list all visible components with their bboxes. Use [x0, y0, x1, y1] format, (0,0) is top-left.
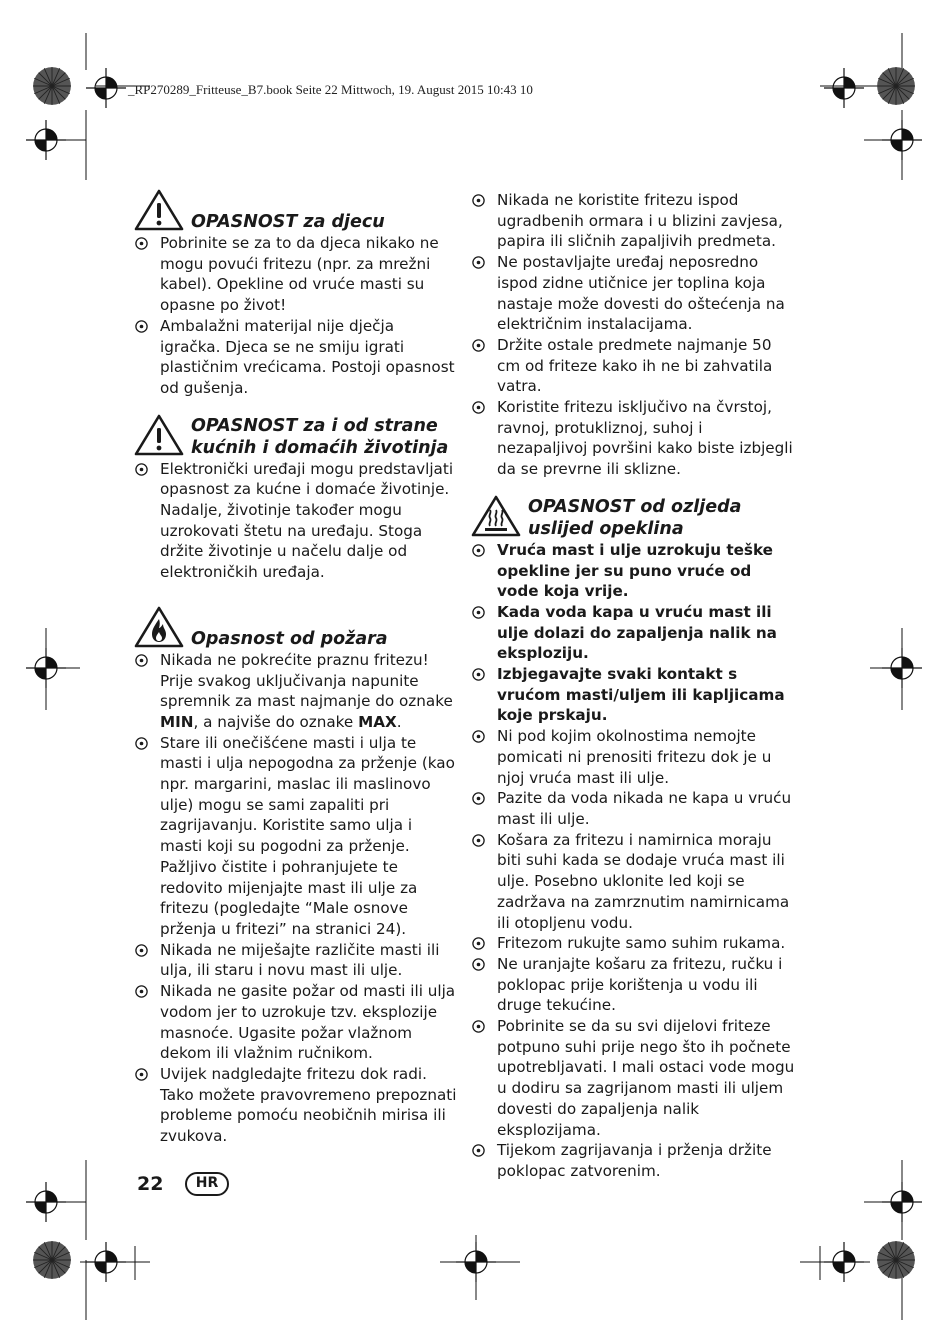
registration-mark [876, 66, 916, 106]
bullet-icon [472, 606, 485, 619]
item-list [133, 233, 458, 399]
bullet-icon [472, 937, 485, 950]
bullet-icon [472, 1020, 485, 1033]
bullet-icon [135, 985, 148, 998]
section-heading-burns [470, 496, 795, 540]
registration-mark [32, 66, 72, 106]
registration-mark [32, 1240, 72, 1280]
bullet-icon [135, 463, 148, 476]
registration-mark [26, 120, 66, 160]
left-column [133, 190, 458, 1147]
bullet-icon [135, 320, 148, 333]
section-title: OPASNOST od ozljeda uslijed opeklina [528, 496, 742, 539]
list-item: Fritezom rukujte samo suhim rukama. [470, 933, 795, 954]
bullet-icon [472, 668, 485, 681]
registration-mark [824, 68, 864, 108]
registration-mark [26, 1182, 66, 1222]
warning-icon [133, 413, 185, 457]
list-item: Ambalažni materijal nije dječja igračka. Djeca se ne smiju igrati plastičnim vrećicama. Postoji opasnost od gušenja. [133, 316, 458, 399]
fire-warning-icon [133, 605, 185, 649]
section-title: Opasnost od požara [191, 628, 388, 649]
registration-mark [86, 1242, 126, 1282]
list-item: Stare ili onečišćene masti i ulja te masti i ulja nepogodna za prženje (kao npr. margarini, maslac ili maslinovo ulje) mogu se sami zapaliti pri zagrijavanju. Koristite samo ulja i masti koji su pogodni za prženje. Pažljivo čistite i pohranjujete te redovito mijenjajte mast ili ulje za fritezu (pogledajte “Male osnove prženja u fritezi” na stranici 24). [133, 733, 458, 940]
bullet-icon [135, 654, 148, 667]
registration-mark [882, 1182, 922, 1222]
warning-icon [133, 188, 185, 232]
right-column [470, 190, 795, 1182]
list-item: Nikada ne pokrećite praznu fritezu! Prije svakog uključivanja napunite spremnik za mast najmanje do oznake MIN, a najviše do oznake MAX. [133, 650, 458, 733]
print-header: _RP270289_Fritteuse_B7.book Seite 22 Mittwoch, 19. August 2015 10:43 10 [128, 82, 533, 97]
bullet-icon [135, 737, 148, 750]
registration-mark [882, 648, 922, 688]
item-list [470, 540, 795, 1182]
list-item: Nikada ne koristite fritezu ispod ugradbenih ormara i u blizini zavjesa, papira ili sličnih zapaljivih predmeta. [470, 190, 795, 252]
item-list [133, 459, 458, 583]
list-item: Tijekom zagrijavanja i prženja držite poklopac zatvorenim. [470, 1140, 795, 1181]
bullet-icon [472, 544, 485, 557]
list-item: Elektronički uređaji mogu predstavljati opasnost za kućne i domaće životinje. Nadalje, životinje također mogu uzrokovati štetu na uređaju. Stoga držite životinje u načelu dalje od elektroničkih uređaja. [133, 459, 458, 583]
list-item: Pobrinite se da su svi dijelovi friteze potpuno suhi prije nego što ih počnete upotrebljavati. I mali ostaci vode mogu u dodiru sa zagrijanom masti ili uljem dovesti do zapaljenja nalik eksplozijama. [470, 1016, 795, 1140]
item-list [133, 650, 458, 1147]
hot-surface-warning-icon [470, 494, 522, 538]
list-item: Držite ostale predmete najmanje 50 cm od friteze kako ih ne bi zahvatila vatra. [470, 335, 795, 397]
list-item: Košara za fritezu i namirnica moraju biti suhi kada se dodaje vruća mast ili ulje. Posebno uklonite led koji se zadržava na zamrznutim namirnicama ili otopljenu vodu. [470, 830, 795, 934]
item-list [470, 190, 795, 480]
language-badge: HR [185, 1172, 229, 1196]
section-heading-children [133, 190, 458, 233]
list-item: Izbjegavajte svaki kontakt s vrućom masti/uljem ili kapljicama koje prskaju. [470, 664, 795, 726]
bullet-icon [472, 194, 485, 207]
page-number: 22 [137, 1173, 164, 1195]
bullet-icon [135, 237, 148, 250]
list-item: Ne postavljajte uređaj neposredno ispod zidne utičnice jer toplina koja nastaje može dovesti do oštećenja na električnim instalacijama. [470, 252, 795, 335]
bullet-icon [135, 1068, 148, 1081]
registration-mark [456, 1242, 496, 1282]
bullet-icon [472, 256, 485, 269]
list-item: Uvijek nadgledajte fritezu dok radi. Tako možete pravovremeno prepoznati probleme pomoću neobičnih mirisa ili zvukova. [133, 1064, 458, 1147]
list-item: Vruća mast i ulje uzrokuju teške opekline jer su puno vruće od vode koja vrije. [470, 540, 795, 602]
bullet-icon [472, 1144, 485, 1157]
section-heading-fire [133, 607, 458, 650]
list-item: Nikada ne gasite požar od masti ili ulja vodom jer to uzrokuje tzv. eksplozije masnoće. Ugasite požar vlažnom dekom ili vlažnim ručnikom. [133, 981, 458, 1064]
bullet-icon [472, 730, 485, 743]
bullet-icon [472, 792, 485, 805]
registration-mark [26, 648, 66, 688]
bullet-icon [472, 339, 485, 352]
section-title: OPASNOST za djecu [191, 212, 385, 232]
list-item: Ne uranjajte košaru za fritezu, ručku i poklopac prije korištenja u vodu ili druge tekućine. [470, 954, 795, 1016]
section-title: OPASNOST za i od strane kućnih i domaćih životinja [191, 415, 449, 458]
section-heading-animals [133, 415, 458, 459]
registration-mark [86, 68, 126, 108]
bullet-icon [472, 834, 485, 847]
bullet-icon [135, 944, 148, 957]
list-item: Kada voda kapa u vruću mast ili ulje dolazi do zapaljenja nalik na eksploziju. [470, 602, 795, 664]
list-item: Pazite da voda nikada ne kapa u vruću mast ili ulje. [470, 788, 795, 829]
bullet-icon [472, 958, 485, 971]
list-item: Ni pod kojim okolnostima nemojte pomicati ni prenositi fritezu dok je u njoj vruća mast ili ulje. [470, 726, 795, 788]
list-item: Nikada ne miješajte različite masti ili ulja, ili staru i novu mast ili ulje. [133, 940, 458, 981]
list-item: Pobrinite se za to da djeca nikako ne mogu povući fritezu (npr. za mrežni kabel). Opekline od vruće masti su opasne po život! [133, 233, 458, 316]
list-item: Koristite fritezu isključivo na čvrstoj, ravnoj, protukliznoj, suhoj i nezapaljivoj površini kako biste izbjegli da se prevrne ili sklizne. [470, 397, 795, 480]
registration-mark [882, 120, 922, 160]
registration-mark [876, 1240, 916, 1280]
bullet-icon [472, 401, 485, 414]
registration-mark [824, 1242, 864, 1282]
